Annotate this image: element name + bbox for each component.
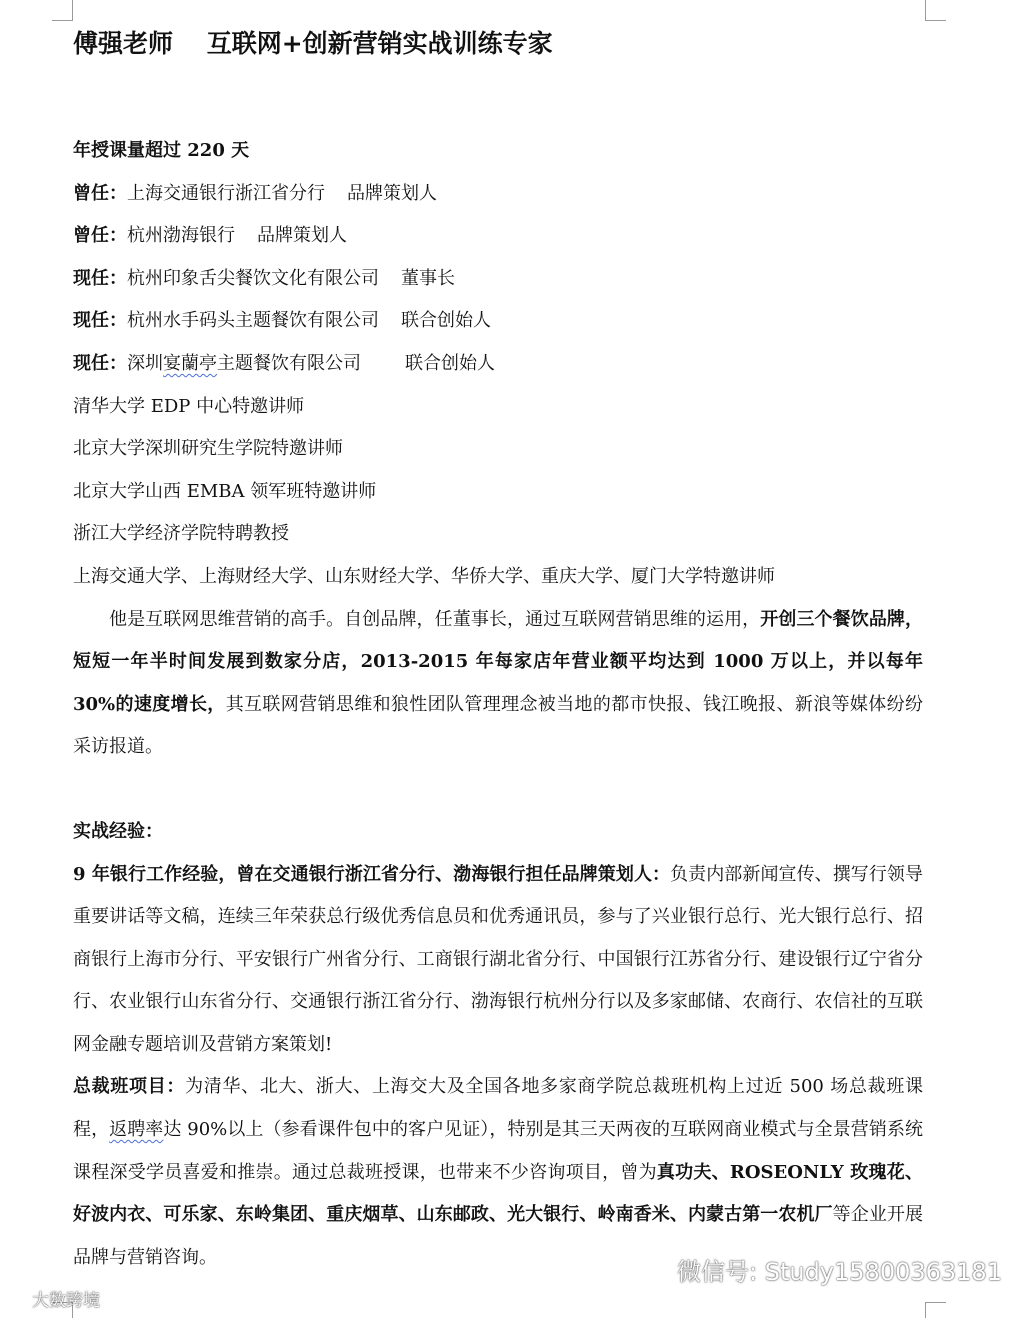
ring-logo-icon (6, 1288, 28, 1310)
lecture-line: 清华大学 EDP 中心特邀讲师 (73, 395, 305, 417)
role-line: 现任：杭州印象舌尖餐饮文化有限公司 董事长 (73, 267, 455, 289)
wechat-watermark-text: 微信号: Study15800363181 (677, 1258, 1002, 1286)
bank-experience-paragraph: 9 年银行工作经验，曾在交通银行浙江省分行、渤海银行担任品牌策划人：负责内部新闻宣传、撰写行领导重要讲话等文稿，连续三年荣获总行级优秀信息员和优秀通讯员，参与了兴业银行总行、光大银行总行、招商银行上海市分行、平安银行广州省分行、工商银行湖北省分行、中国银行江苏省分行、建设银行辽宁省分行、农业银行山东省分行、交通银行浙江省分行、渤海银行杭州分行以及多家邮储、农商行、农信社的互联网金融专题培训及营销方案策划! (73, 863, 923, 1055)
annual-days: 年授课量超过 220 天 (73, 140, 250, 161)
spellcheck-underline: 宴蘭亭 (163, 352, 217, 374)
source-watermark-text: 大数跨境 (32, 1291, 100, 1311)
document-title: 傅强老师 互联网+创新营销实战训练专家 (73, 29, 553, 58)
wechat-icon (635, 1255, 669, 1285)
source-watermark (6, 1286, 100, 1311)
page-corner-mark (925, 1302, 946, 1318)
document-page (73, 22, 923, 1279)
role-line: 现任：深圳宴蘭亭主题餐饮有限公司 联合创始人 (73, 352, 495, 374)
lecture-line: 北京大学深圳研究生学院特邀讲师 (73, 438, 343, 460)
lecture-line: 浙江大学经济学院特聘教授 (73, 523, 289, 545)
lecture-line: 北京大学山西 EMBA 领军班特邀讲师 (73, 480, 377, 502)
ceo-class-paragraph: 总裁班项目：为清华、北大、浙大、上海交大及全国各地多家商学院总裁班机构上过近 500 场总裁班课程，返聘率达 90%以上（参看课件包中的客户见证），特别是其三天两夜的互联网商业模式与全景营销系统课程深受学员喜爱和推崇。通过总裁班授课，也带来不少咨询项目，曾为真功夫、ROSEONLY 玫瑰花、好波内衣、可乐家、东岭集团、重庆烟草、山东邮政、光大银行、岭南香米、内蒙古第一农机厂等企业开展品牌与营销咨询。 (73, 1076, 924, 1268)
page-corner-mark (52, 0, 73, 21)
bio-paragraph: 他是互联网思维营销的高手。自创品牌，任董事长，通过互联网营销思维的运用，开创三个餐饮品牌，短短一年半时间发展到数家分店，2013-2015 年每家店年营业额平均达到 1000 万以上，并以每年 30%的速度增长，其互联网营销思维和狼性团队管理理念被当地的都市快报、钱江晚报、新浪等媒体纷纷采访报道。 (73, 608, 924, 758)
role-line: 曾任：杭州渤海银行 品牌策划人 (73, 225, 347, 247)
section-heading: 实战经验： (73, 820, 163, 842)
page-corner-mark (925, 0, 946, 21)
wechat-watermark (635, 1252, 1002, 1287)
lecture-line: 上海交通大学、上海财经大学、山东财经大学、华侨大学、重庆大学、厦门大学特邀讲师 (73, 565, 775, 587)
role-line: 现任：杭州水手码头主题餐饮有限公司 联合创始人 (73, 310, 491, 332)
role-line: 曾任：上海交通银行浙江省分行 品牌策划人 (73, 182, 437, 204)
spellcheck-underline: 返聘率 (109, 1119, 164, 1141)
